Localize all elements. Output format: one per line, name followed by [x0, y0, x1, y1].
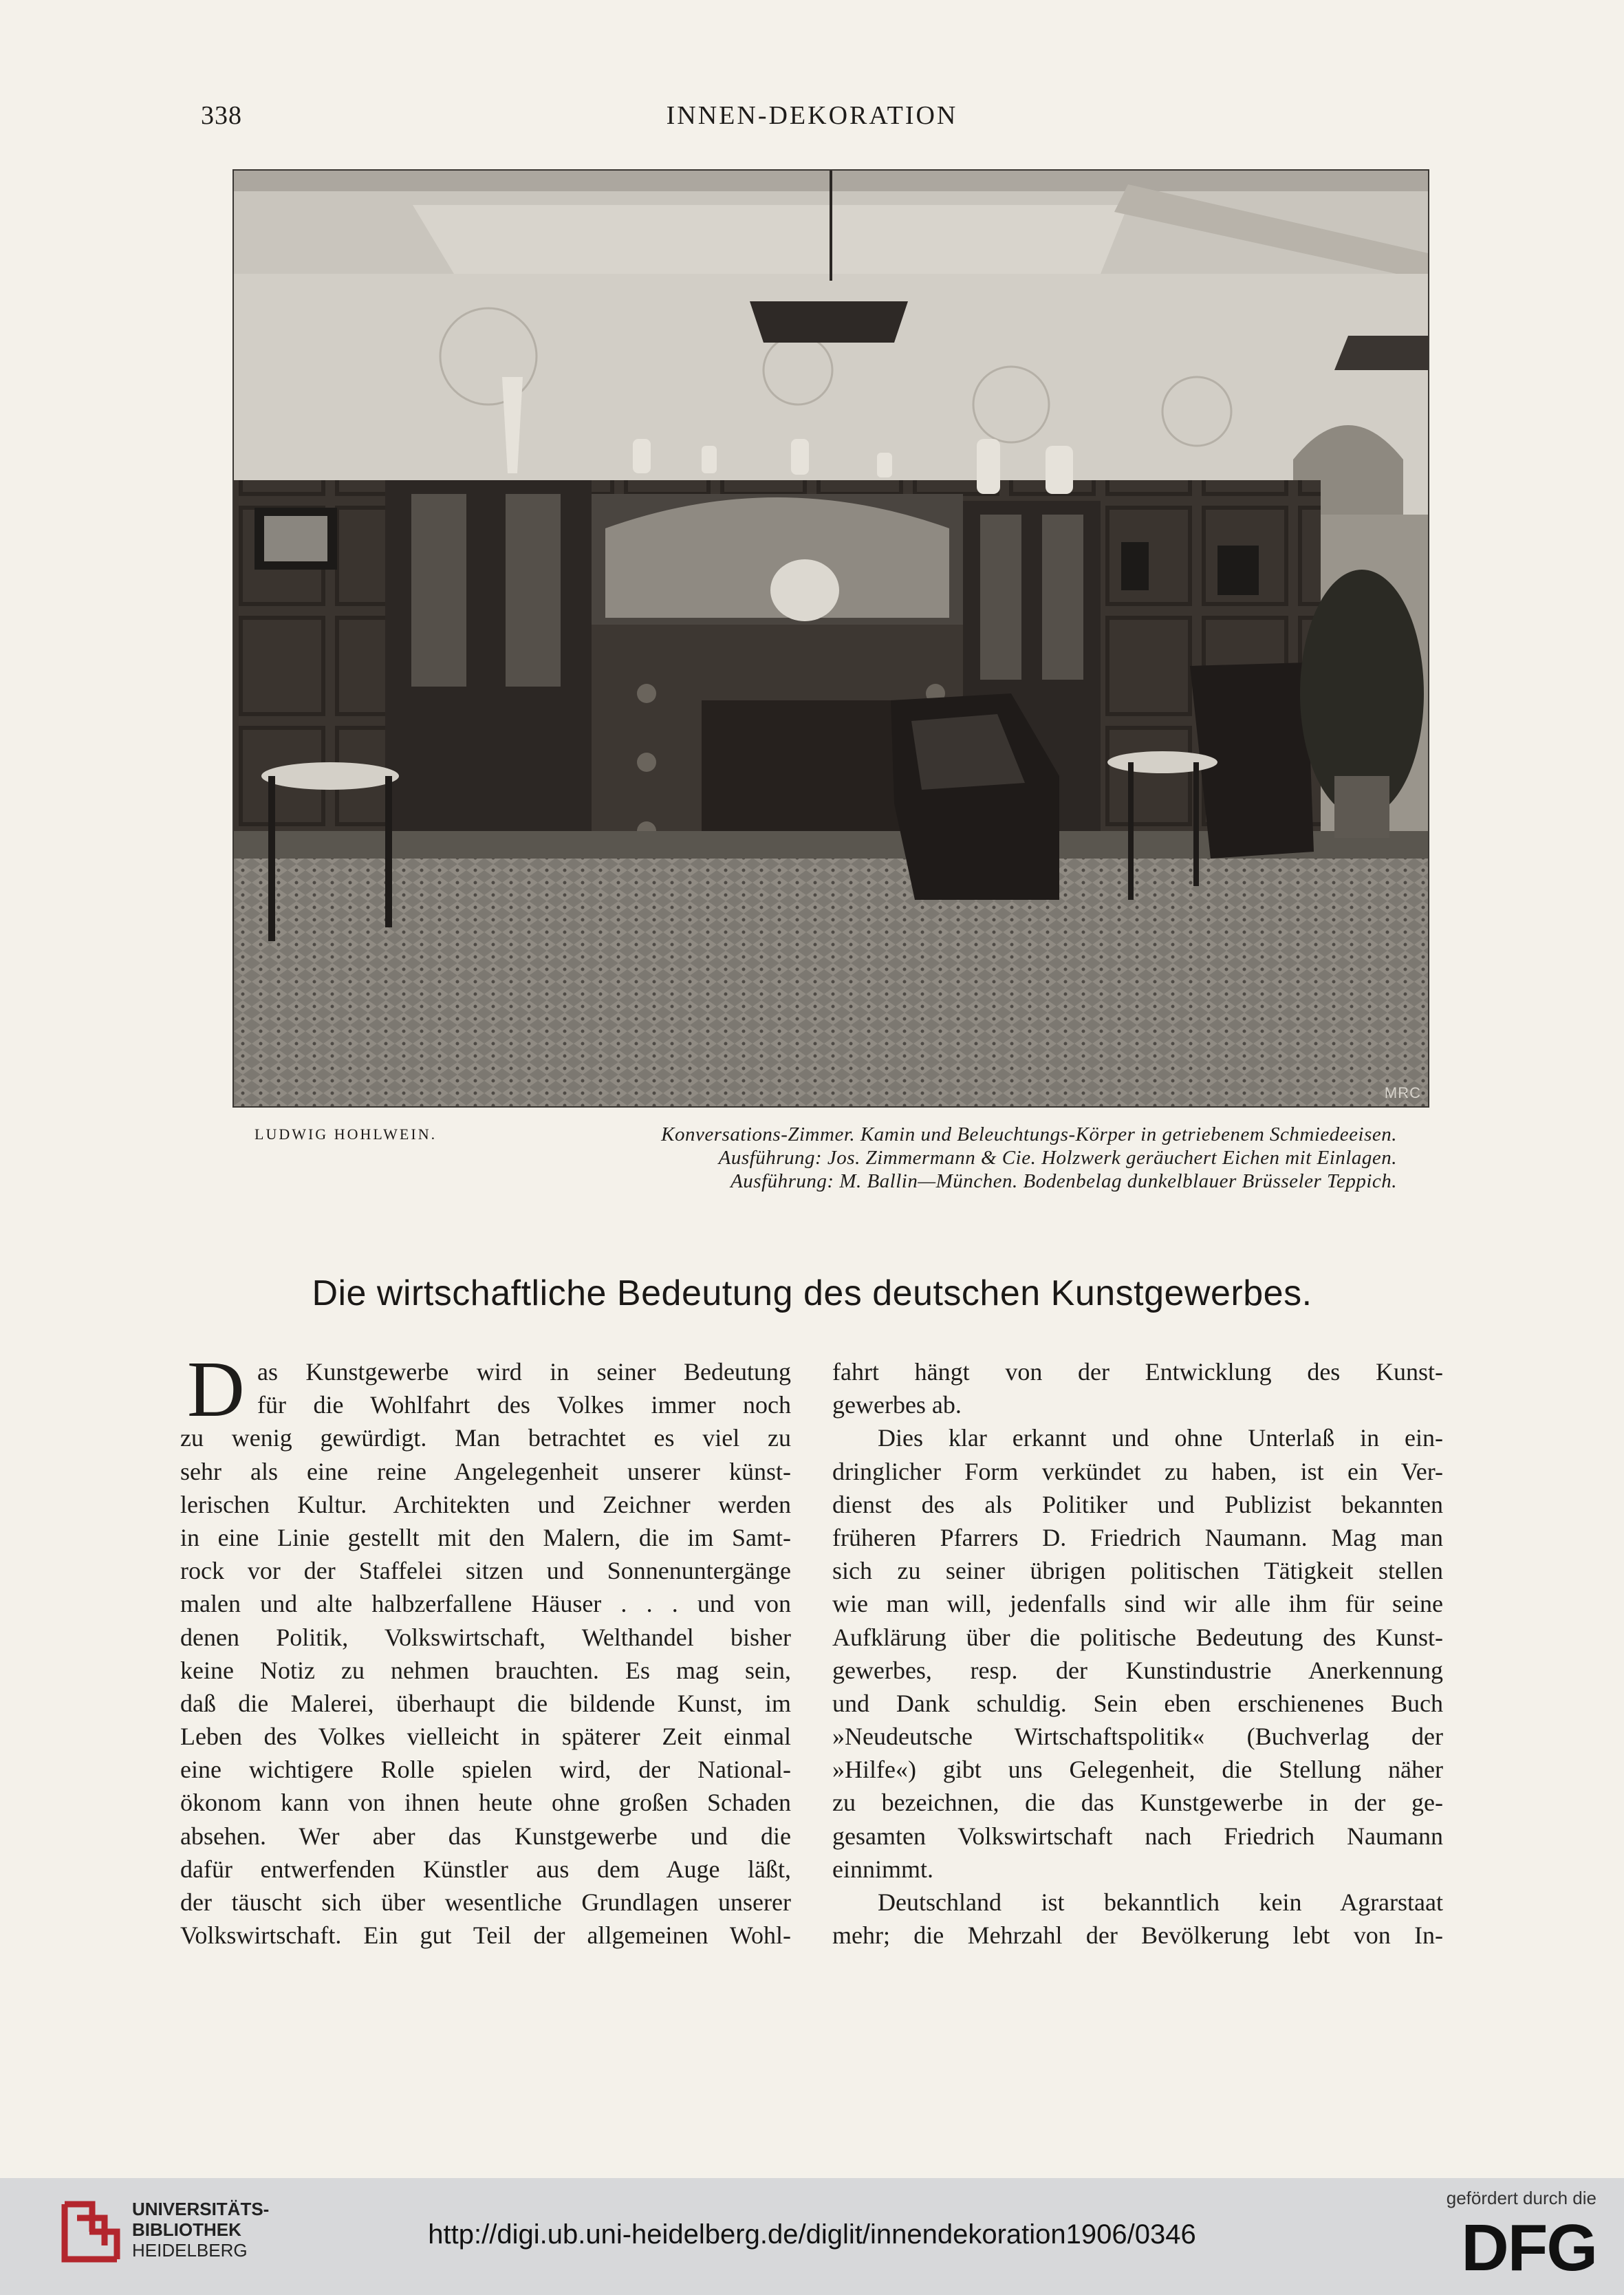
text-line: lerischen Kultur. Architekten und Zeichner werden [180, 1490, 791, 1518]
page-number: 338 [201, 101, 242, 130]
library-name-line: UNIVERSITÄTS- [132, 2199, 270, 2219]
text-line: in eine Linie gestellt mit den Malern, die im Samt- [180, 1523, 791, 1551]
dfg-logo: DFG [1461, 2211, 1596, 2285]
caption-line: Ausführung: M. Ballin—München. Bodenbelag dunkelblauer Brüsseler Teppich. [730, 1170, 1397, 1192]
text-line: dafür entwerfenden Künstler aus dem Auge läßt, [180, 1855, 791, 1883]
text-line: ökonom kann von ihnen heute ohne großen Schaden [180, 1789, 791, 1817]
drop-cap: D [187, 1346, 245, 1434]
text-line: keine Notiz zu nehmen brauchten. Es mag sein, [180, 1656, 791, 1684]
text-line: sehr als eine reine Angelegenheit unserer künst- [180, 1457, 791, 1485]
caption-line: Konversations-Zimmer. Kamin und Beleuchtungs-Körper in getriebenem Schmiedeeisen. [661, 1123, 1397, 1145]
text-line: früheren Pfarrers D. Friedrich Naumann. Mag man [832, 1523, 1443, 1551]
permalink-url[interactable]: http://digi.ub.uni-heidelberg.de/diglit/innendekoration1906/0346 [428, 2219, 1196, 2250]
text-line: denen Politik, Volkswirtschaft, Welthandel bisher [180, 1623, 791, 1651]
text-line: eine wichtigere Rolle spielen wird, der National- [180, 1756, 791, 1784]
text-line: absehen. Wer aber das Kunstgewerbe und die [180, 1822, 791, 1850]
interior-photograph [232, 169, 1429, 1108]
text-line: einnimmt. [832, 1855, 933, 1883]
text-line: dienst des als Politiker und Publizist bekannten [832, 1490, 1443, 1518]
text-line: mehr; die Mehrzahl der Bevölkerung lebt von In- [832, 1921, 1443, 1950]
running-header: INNEN-DEKORATION [666, 101, 958, 130]
text-line: malen und alte halbzerfallene Häuser . . . und von [180, 1590, 791, 1618]
text-line: »Hilfe«) gibt uns Gelegenheit, die Stellung näher [832, 1756, 1443, 1784]
library-name-line: HEIDELBERG [132, 2240, 248, 2261]
text-line: fahrt hängt von der Entwicklung des Kunst- [832, 1358, 1443, 1386]
room-illustration [234, 171, 1428, 1106]
text-line: und Dank schuldig. Sein eben erschienenes Buch [832, 1689, 1443, 1717]
text-line: gewerbes ab. [832, 1391, 962, 1419]
text-line: gewerbes, resp. der Kunstindustrie Anerkennung [832, 1656, 1443, 1684]
text-line: gesamten Volkswirtschaft nach Friedrich Naumann [832, 1822, 1443, 1850]
photographer-monogram: MRC [1384, 1084, 1421, 1101]
text-line: Deutschland ist bekanntlich kein Agrarstaat [878, 1888, 1443, 1916]
text-line: Dies klar erkannt und ohne Unterlaß in ein- [878, 1424, 1443, 1452]
text-line: wie man will, jedenfalls sind wir alle ihm für seine [832, 1590, 1443, 1618]
text-line: Leben des Volkes vielleicht in späterer Zeit einmal [180, 1723, 791, 1751]
library-name-line: BIBLIOTHEK [132, 2219, 241, 2240]
caption-author: LUDWIG HOHLWEIN. [255, 1125, 437, 1143]
text-line: für die Wohlfahrt des Volkes immer noch [257, 1391, 791, 1419]
text-line: Aufklärung über die politische Bedeutung des Kunst- [832, 1623, 1443, 1651]
text-column-right [832, 1355, 1443, 1952]
text-line: »Neudeutsche Wirtschaftspolitik« (Buchverlag der [832, 1723, 1443, 1751]
article-title: Die wirtschaftliche Bedeutung des deutschen Kunstgewerbes. [312, 1273, 1312, 1313]
text-line: Volkswirtschaft. Ein gut Teil der allgemeinen Wohl- [180, 1921, 791, 1950]
text-line: daß die Malerei, überhaupt die bildende Kunst, im [180, 1689, 791, 1717]
text-line: rock vor der Staffelei sitzen und Sonnenuntergänge [180, 1557, 791, 1585]
text-column-left [180, 1346, 791, 1952]
text-line: zu wenig gewürdigt. Man betrachtet es viel zu [180, 1424, 791, 1452]
funding-note: gefördert durch die [1446, 2188, 1596, 2208]
text-line: dringlicher Form verkündet zu haben, ist ein Ver- [832, 1457, 1443, 1485]
text-line: as Kunstgewerbe wird in seiner Bedeutung [257, 1358, 791, 1386]
text-line: zu bezeichnen, die das Kunstgewerbe in der ge- [832, 1789, 1443, 1817]
photo-caption [462, 1123, 1397, 1193]
caption-line: Ausführung: Jos. Zimmermann & Cie. Holzwerk geräuchert Eichen mit Einlagen. [718, 1147, 1397, 1169]
text-line: der täuscht sich über wesentliche Grundlagen unserer [180, 1888, 791, 1916]
text-line: sich zu seiner übrigen politischen Tätigkeit stellen [832, 1557, 1443, 1585]
